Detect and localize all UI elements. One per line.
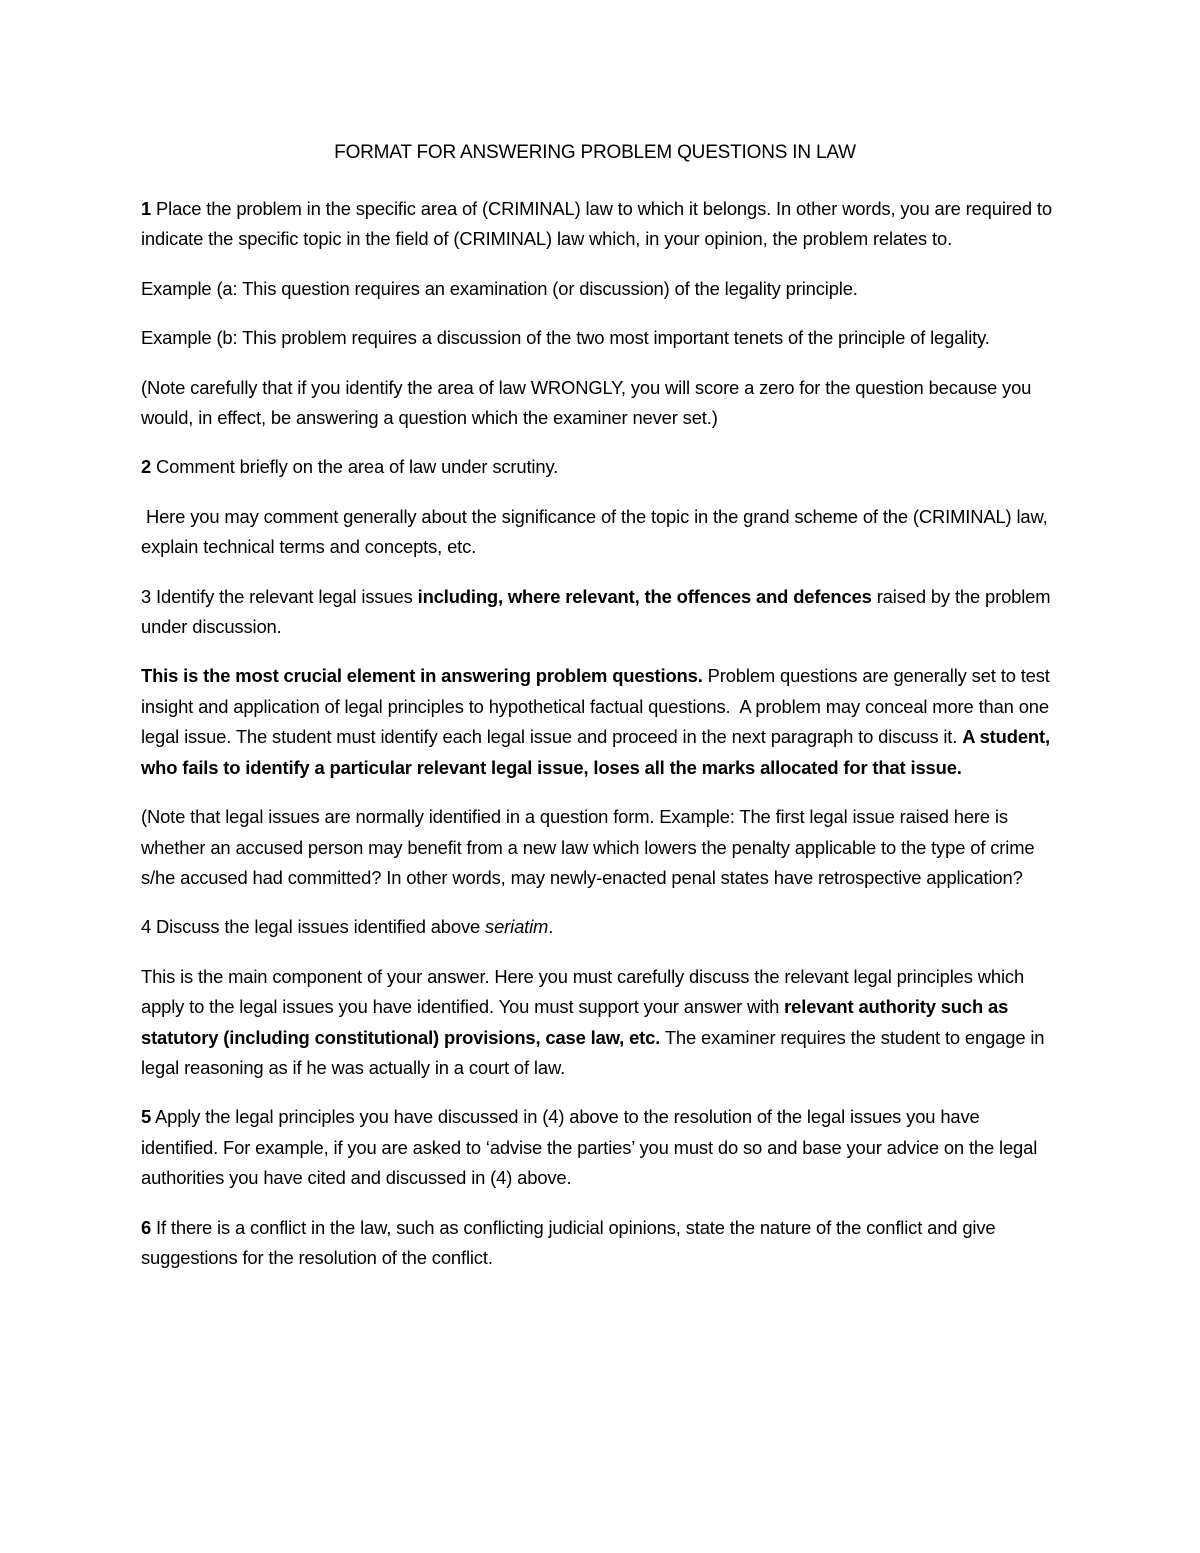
detail-text: Problem questions are generally set to test insight and application of legal principles to hypothetical factual questions. A problem may conceal more than one legal issue. The student must identify each legal issue and proceed in the next paragraph to discuss it.	[141, 665, 1055, 748]
detail-bold-lead: This is the most crucial element in answering problem questions.	[141, 665, 703, 687]
document-title: FORMAT FOR ANSWERING PROBLEM QUESTIONS IN LAW	[334, 142, 856, 163]
step-text: raised by the problem under discussion.	[141, 585, 1051, 638]
example-a-paragraph: Example (a: This question requires an examination (or discussion) of the legality principle.	[141, 277, 858, 299]
step-5-paragraph	[141, 1102, 1061, 1193]
step-number: 3	[141, 585, 152, 607]
step-text: 4 Discuss the legal issues identified above	[141, 916, 486, 938]
step-4-paragraph	[141, 912, 1061, 942]
example-b-paragraph: Example (b: This problem requires a discussion of the two most important tenets of the principle of legality.	[141, 327, 990, 349]
step-number: 5	[141, 1106, 152, 1128]
step-text: Identify the relevant legal issues	[151, 585, 418, 607]
step-number: 2	[141, 456, 152, 478]
step-text: Apply the legal principles you have discussed in (4) above to the resolution of the legal issues you have identified. For example, if you are asked to ‘advise the parties’ you must do so and base your advice on the legal authorities you have cited and discussed in (4) above.	[141, 1106, 1038, 1189]
detail-bold: relevant authority such as statutory (including constitutional) provisions, case law, etc.	[141, 996, 1009, 1048]
note-area-of-law-paragraph: (Note carefully that if you identify the area of law WRONGLY, you will score a zero for the question because you would, in effect, be answering a question which the examiner never set.)	[141, 376, 1032, 429]
document-page	[141, 142, 1061, 1292]
step-number: 6	[141, 1216, 152, 1238]
detail-bold-end: A student, who fails to identify a particular relevant legal issue, loses all the marks allocated for that issue.	[141, 726, 1050, 778]
step-text-italic: seriatim	[485, 916, 549, 938]
detail-text: The examiner requires the student to engage in legal reasoning as if he was actually in a court of law.	[141, 1026, 1045, 1078]
step-text: Place the problem in the specific area of (CRIMINAL) law to which it belongs. In other words, you are required to indicate the specific topic in the field of (CRIMINAL) law which, in your opinion, the problem relates to.	[141, 198, 1052, 250]
step-3-detail-paragraph	[141, 661, 1061, 783]
step-text: .	[548, 916, 554, 938]
step-4-detail-paragraph	[141, 962, 1061, 1084]
step-1-paragraph	[141, 194, 1061, 255]
step-text-bold: including, where relevant, the offences and defences	[417, 585, 872, 607]
step-6-paragraph	[141, 1213, 1061, 1274]
note-legal-issues-paragraph: (Note that legal issues are normally identified in a question form. Example: The first legal issue raised here is whether an accused person may benefit from a new law which lowers the penalty applicable to the type of crime s/he accused had committed? In other words, may newly-enacted penal states have retrospective application?	[141, 806, 1035, 888]
step-3-paragraph	[141, 582, 1061, 643]
step-2-detail-paragraph: Here you may comment generally about the significance of the topic in the grand scheme of the (CRIMINAL) law, explain technical terms and concepts, etc.	[141, 505, 1053, 558]
step-text: If there is a conflict in the law, such as conflicting judicial opinions, state the nature of the conflict and give suggestions for the resolution of the conflict.	[141, 1216, 996, 1268]
detail-text: This is the main component of your answer. Here you must carefully discuss the relevant legal principles which apply to the legal issues you have identified. You must support your answer with	[141, 965, 1029, 1018]
step-2-paragraph	[141, 452, 1061, 482]
step-number: 1	[141, 198, 152, 219]
step-text: Comment briefly on the area of law under scrutiny.	[151, 456, 559, 478]
